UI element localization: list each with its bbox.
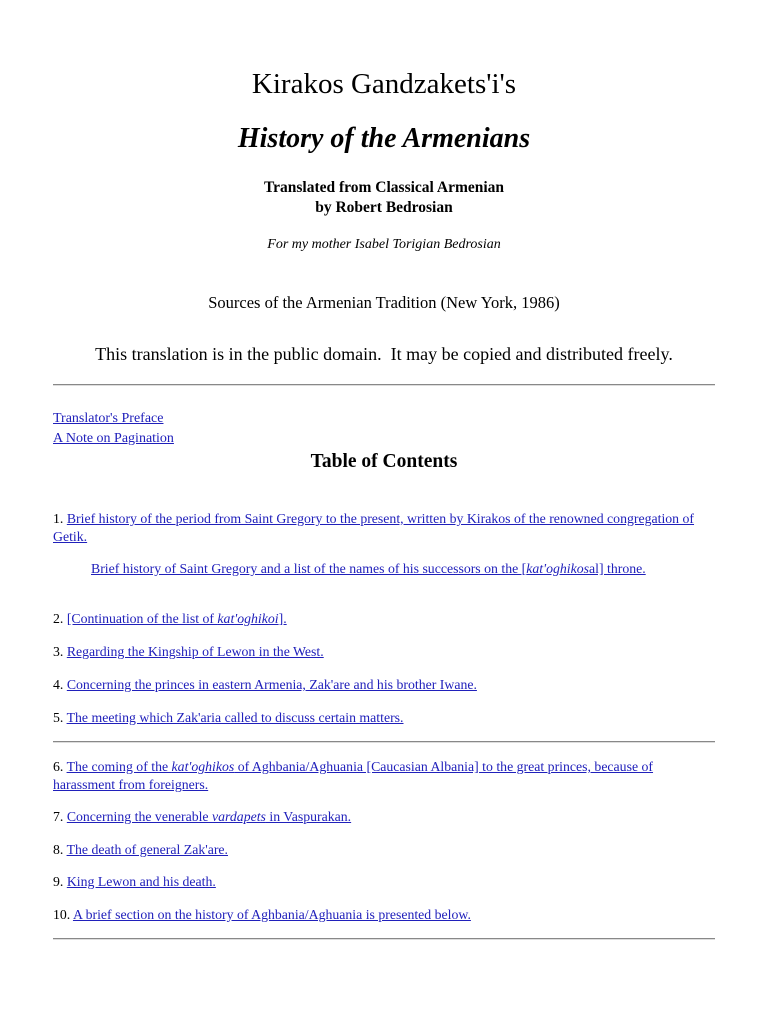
front-link-item: [53, 430, 174, 448]
toc-entry-link[interactable]: King Lewon and his death.: [66, 874, 216, 889]
main-title: History of the Armenians: [237, 123, 531, 154]
toc-entry-link[interactable]: Concerning the princes in eastern Armenia, Zak'are and his brother Iwane.: [66, 677, 477, 692]
toc-entry: [53, 873, 715, 891]
link-text: Brief history of Saint Gregory and a list of the names of his successors on the [: [91, 561, 527, 576]
toc-entry-link[interactable]: [67, 611, 287, 626]
sources-line: Sources of the Armenian Tradition (New York, 1986): [208, 293, 560, 312]
toc-entry: [53, 643, 715, 661]
toc-entry-number: 3.: [53, 644, 64, 659]
link-italic-term: vardapets: [212, 809, 266, 824]
toc-entry: [53, 841, 715, 859]
link-text: ].: [278, 611, 287, 626]
link-text: Concerning the venerable: [66, 809, 213, 824]
link-text: al] throne.: [589, 561, 646, 576]
link-text: in Vaspurakan.: [265, 809, 352, 824]
toc-heading: Table of Contents: [310, 451, 458, 472]
toc-entry: [53, 676, 715, 694]
link-text: [Continuation of the list of: [66, 611, 218, 626]
dedication: For my mother Isabel Torigian Bedrosian: [267, 237, 501, 252]
toc-entry-number: 5.: [53, 710, 64, 725]
toc-entry-number: 6.: [53, 759, 64, 774]
toc-entry-link[interactable]: [53, 759, 653, 792]
by-line: by Robert Bedrosian: [315, 199, 453, 216]
link-italic-term: kat'oghikos: [526, 561, 590, 576]
translated-line: Translated from Classical Armenian: [263, 179, 505, 196]
toc-entry-number: 2.: [53, 611, 64, 626]
link-text: The coming of the: [66, 759, 172, 774]
divider: [53, 384, 715, 386]
toc-entry-link[interactable]: The meeting which Zak'aria called to discuss certain matters.: [66, 710, 404, 725]
translators-preface-link[interactable]: Translator's Preface: [53, 411, 164, 426]
note-on-pagination-link[interactable]: A Note on Pagination: [53, 431, 174, 446]
front-link-item: [53, 410, 163, 428]
toc-entry-number: 7.: [53, 809, 64, 824]
toc-entry-number: 10.: [53, 907, 71, 922]
toc-entry-link[interactable]: A brief section on the history of Aghbania/Aghuania is presented below.: [72, 907, 471, 922]
divider: [53, 938, 715, 940]
toc-entry: [53, 808, 715, 826]
toc-entry: [53, 709, 715, 727]
toc-entry-link[interactable]: The death of general Zak'are.: [66, 842, 229, 857]
toc-entry: [53, 758, 715, 794]
link-italic-term: kat'oghikoi: [217, 611, 279, 626]
link-italic-term: kat'oghikos: [171, 759, 235, 774]
toc-entry-link[interactable]: [91, 561, 646, 576]
divider: [53, 741, 715, 743]
toc-entry-number: 4.: [53, 677, 64, 692]
toc-entry-number: 1.: [53, 511, 64, 526]
toc-entry: [53, 906, 715, 924]
toc-entry-number: 9.: [53, 874, 64, 889]
toc-entry-link[interactable]: [67, 809, 351, 824]
toc-entry: [53, 610, 715, 628]
toc-entry-link[interactable]: Brief history of the period from Saint Gregory to the present, written by Kirakos of the renowned congregation of Getik.: [53, 511, 695, 544]
toc-entry-link[interactable]: Regarding the Kingship of Lewon in the West.: [66, 644, 324, 659]
author-title: Kirakos Gandzakets'i's: [251, 68, 517, 100]
public-domain-notice: This translation is in the public domain. It may be copied and distributed freely.: [95, 344, 673, 364]
toc-entry-number: 8.: [53, 842, 64, 857]
toc-subentry: [91, 560, 711, 578]
link-text: of Aghbania/Aghuania [Caucasian Albania] to the great princes, because of harassment from foreigners.: [53, 759, 654, 792]
toc-entry: [53, 510, 715, 546]
